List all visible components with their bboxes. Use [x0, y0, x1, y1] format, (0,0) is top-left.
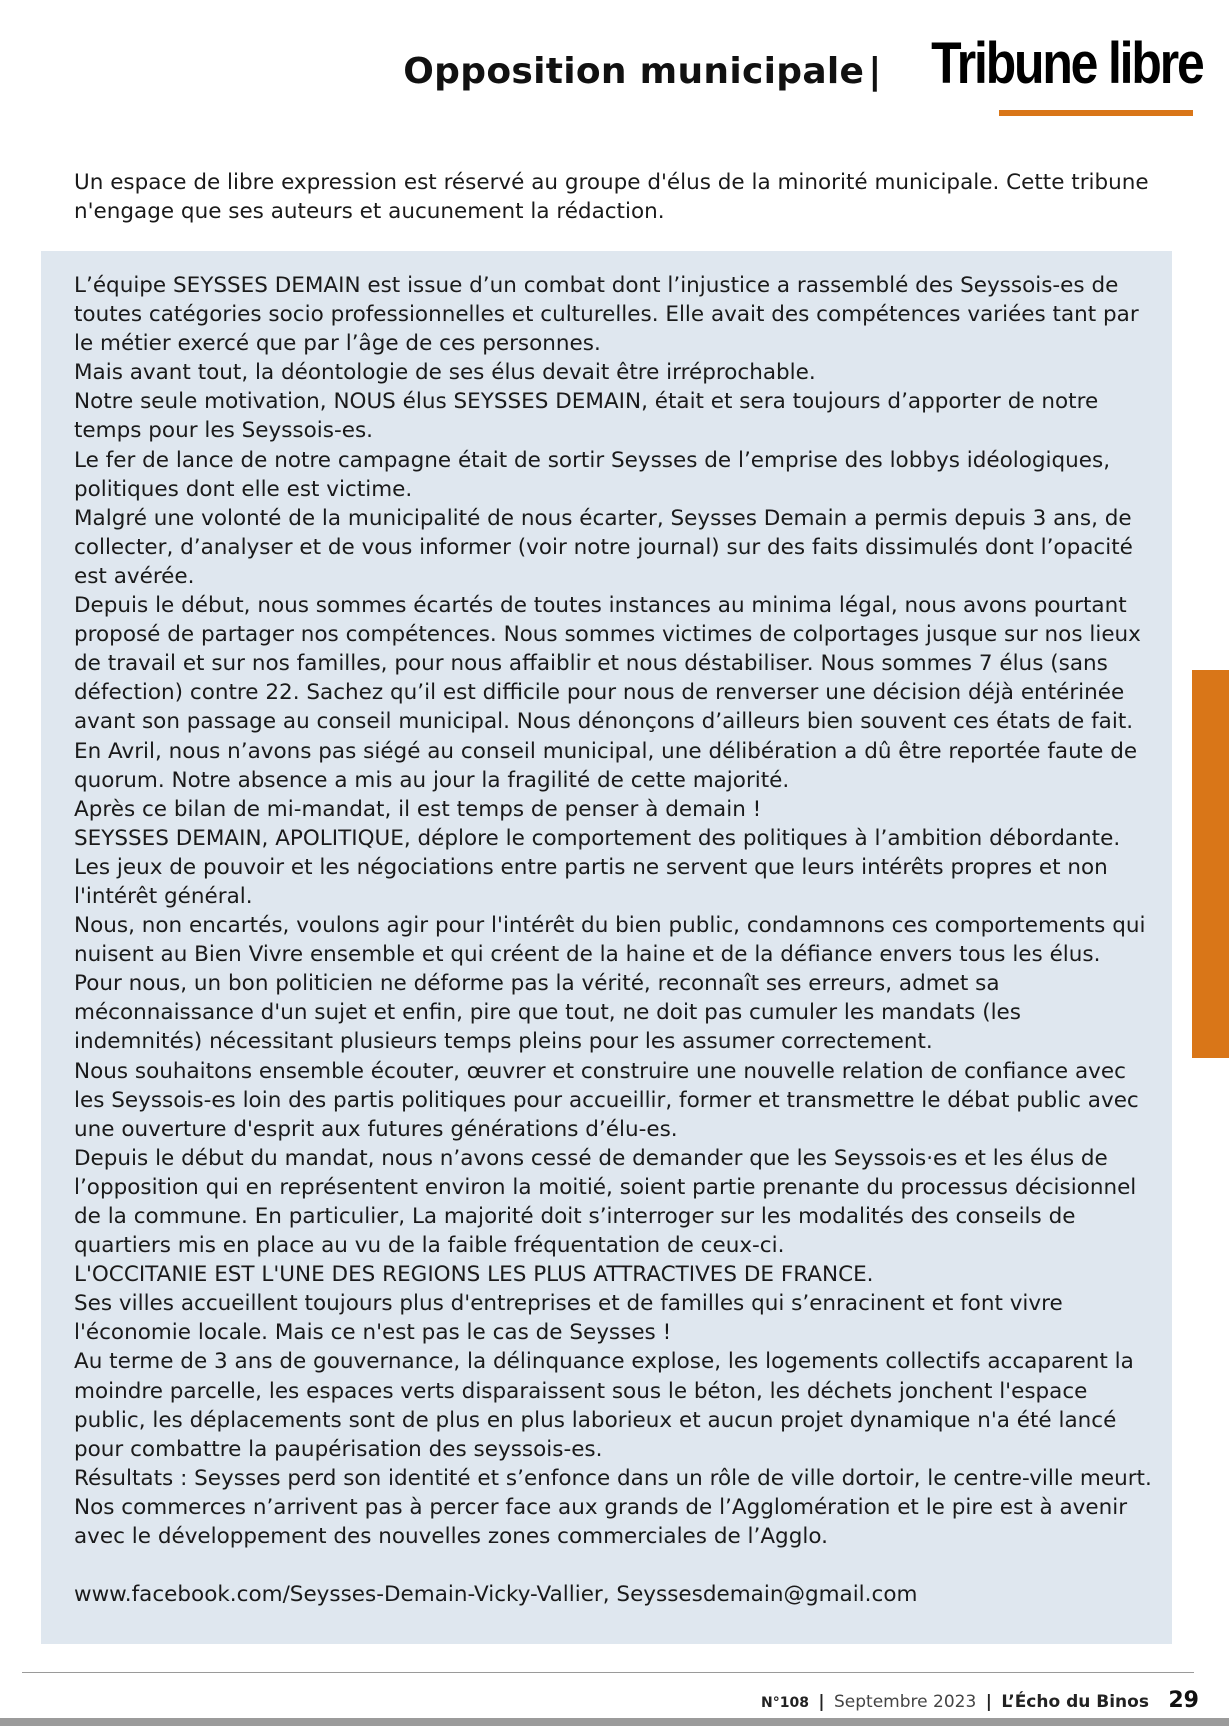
issue-date: Septembre 2023	[834, 1692, 977, 1712]
header-separator: |	[868, 51, 882, 92]
article-paragraph: Mais avant tout, la déontologie de ses élus devait être irréprochable.	[74, 360, 816, 386]
article-paragraph: Pour nous, un bon politicien ne déforme pas la vérité, reconnaît ses erreurs, admet sa méconnaissance d'un sujet et enfin, pire que tout, ne doit pas cumuler les mandats (les indemnités) nécessitant plusieurs temps pleins pour les assumer correctement.	[74, 971, 1021, 1055]
issue-number: N°108	[761, 1695, 809, 1711]
article-paragraph: Nous souhaitons ensemble écouter, œuvrer et construire une nouvelle relation de confiance avec les Seyssois-es loin des partis politiques pour accueillir, former et transmettre le débat public avec une ouverture d'esprit aux futures générations d’élu-es.	[74, 1058, 1139, 1142]
bottom-bar	[0, 1718, 1229, 1726]
tribune-content-box	[41, 251, 1172, 1644]
magazine-name: L’Écho du Binos	[1001, 1692, 1149, 1712]
article-paragraph: Résultats : Seysses perd son identité et s’enfonce dans un rôle de ville dortoir, le centre-ville meurt. Nos commerces n’arrivent pas à percer face aux grands de l’Agglomération et le pire est à avenir avec le développement des nouvelles zones commerciales de l’Agglo.	[74, 1465, 1152, 1550]
page-header	[403, 30, 1203, 97]
page-title: Tribune libre	[931, 31, 1203, 96]
article-paragraph: L’équipe SEYSSES DEMAIN est issue d’un combat dont l’injustice a rassemblé des Seyssois-es de toutes catégories socio professionnelles et culturelles. Elle avait des compétences variées tant par le métier exercé que par l’âge de ces personnes.	[74, 273, 1139, 357]
article-body	[74, 271, 1154, 1609]
intro-disclaimer: Un espace de libre expression est réservé au groupe d'élus de la minorité municipale. Cette tribune n'engage que ses auteurs et aucunement la rédaction.	[74, 170, 1149, 224]
article-paragraph: Au terme de 3 ans de gouvernance, la délinquance explose, les logements collectifs accaparent la moindre parcelle, les espaces verts disparaissent sous le béton, les déchets jonchent l'espace public, les déplacements sont de plus en plus laborieux et aucun projet dynamique n'a été lancé pour combattre la paupérisation des seyssois-es.	[74, 1349, 1134, 1462]
article-paragraph: Depuis le début, nous sommes écartés de toutes instances au minima légal, nous avons pourtant proposé de partager nos compétences. Nous sommes victimes de colportages jusque sur nos lieux de travail et sur nos familles, pour nous affaiblir et nous déstabiliser. Nous sommes 7 élus (sans défection) contre 22. Sachez qu’il est difficile pour nous de renverser une décision déjà entérinée avant son passage au conseil municipal. Nous dénonçons d’ailleurs bien souvent ces états de fait.	[74, 593, 1141, 735]
article-paragraph: Après ce bilan de mi-mandat, il est temps de penser à demain !	[74, 796, 762, 822]
article-paragraph: Malgré une volonté de la municipalité de nous écarter, Seysses Demain a permis depuis 3 ans, de collecter, d’analyser et de vous informer (voir notre journal) sur des faits dissimulés dont l’opacité est avérée.	[74, 505, 1133, 589]
article-paragraph: SEYSSES DEMAIN, APOLITIQUE, déplore le comportement des politiques à l’ambition débordante. Les jeux de pouvoir et les négociations entre partis ne servent que leurs intérêts propres et non l'intérêt général.	[74, 825, 1121, 909]
contact-links[interactable]: www.facebook.com/Seysses-Demain-Vicky-Vallier, Seyssesdemain@gmail.com	[74, 1582, 918, 1608]
page-number: 29	[1168, 1688, 1199, 1713]
section-subtitle: Opposition municipale	[403, 51, 865, 92]
article-paragraph: Notre seule motivation, NOUS élus SEYSSES DEMAIN, était et sera toujours d’apporter de notre temps pour les Seyssois-es.	[74, 389, 1099, 444]
page-footer	[761, 1688, 1199, 1713]
footer-separator: |	[818, 1692, 825, 1712]
footer-divider	[22, 1672, 1194, 1673]
article-paragraph: Depuis le début du mandat, nous n’avons cessé de demander que les Seyssois·es et les élus de l’opposition qui en représentent environ la moitié, soient partie prenante du processus décisionnel de la commune. En particulier, La majorité doit s’interroger sur les modalités des conseils de quartiers mis en place au vu de la faible fréquentation de ceux-ci.	[74, 1145, 1137, 1259]
article-paragraph: Ses villes accueillent toujours plus d'entreprises et de familles qui s’enracinent et font vivre l'économie locale. Mais ce n'est pas le cas de Seysses !	[74, 1291, 1063, 1346]
title-underline	[999, 110, 1193, 116]
article-paragraph: En Avril, nous n’avons pas siégé au conseil municipal, une délibération a dû être reportée faute de quorum. Notre absence a mis au jour la fragilité de cette majorité.	[74, 738, 1138, 793]
footer-separator: |	[985, 1692, 992, 1712]
article-paragraph: Nous, non encartés, voulons agir pour l'intérêt du bien public, condamnons ces comportements qui nuisent au Bien Vivre ensemble et qui créent de la haine et de la défiance envers tous les élus.	[74, 913, 1146, 968]
article-paragraph: Le fer de lance de notre campagne était de sortir Seysses de l’emprise des lobbys idéologiques, politiques dont elle est victime.	[74, 447, 1111, 502]
article-paragraph: L'OCCITANIE EST L'UNE DES REGIONS LES PLUS ATTRACTIVES DE FRANCE.	[74, 1262, 874, 1288]
side-tab-marker	[1192, 670, 1229, 1058]
